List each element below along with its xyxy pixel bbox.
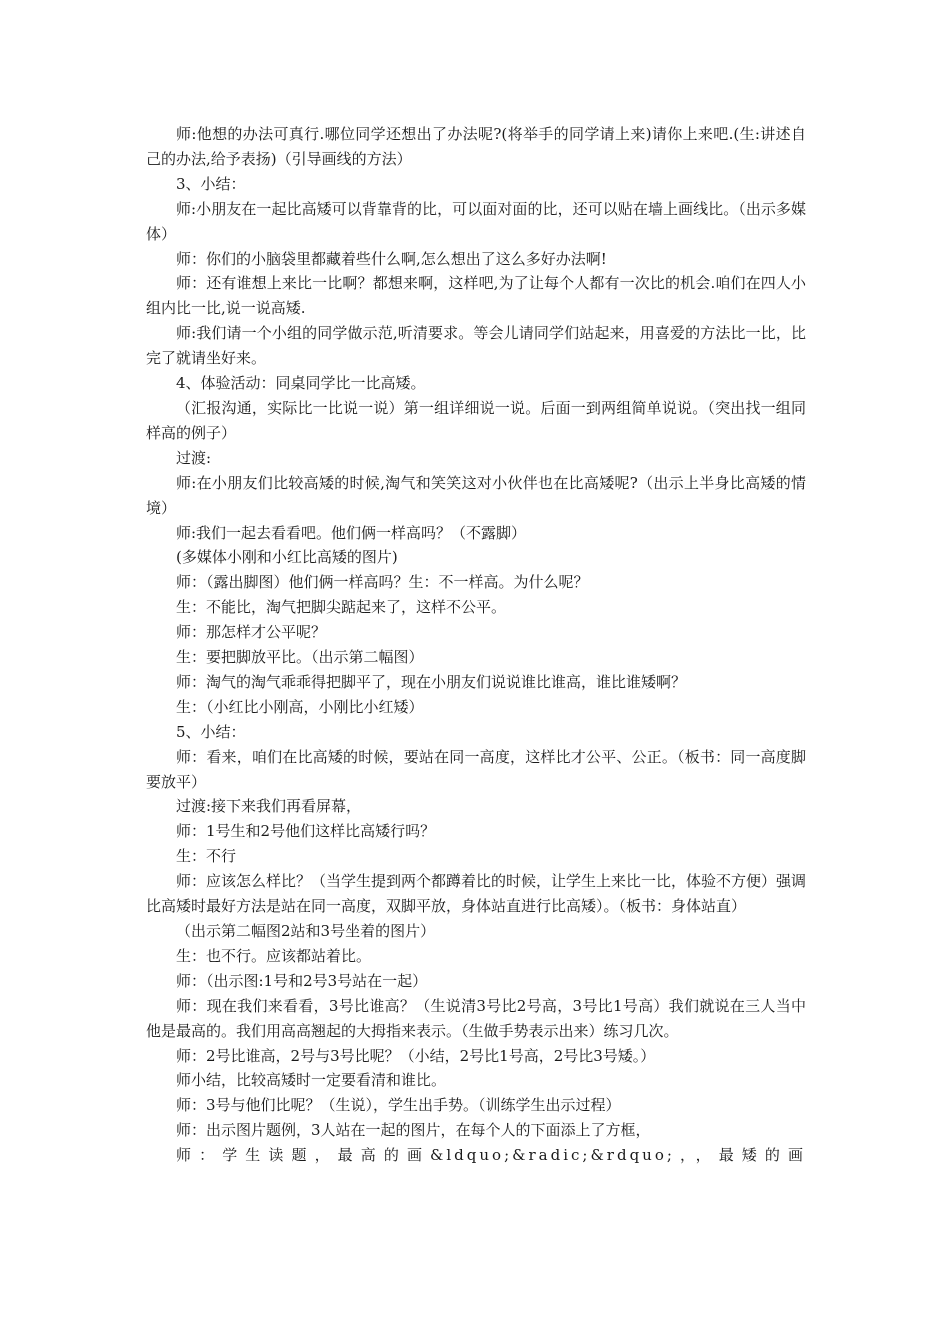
paragraph: 师:我们一起去看看吧。他们俩一样高吗？（不露脚） — [176, 523, 527, 542]
paragraph: (多媒体小刚和小红比高矮的图片) — [176, 548, 398, 567]
paragraph: 生：不行 — [176, 847, 237, 866]
paragraph: 师:我们请一个小组的同学做示范,听清要求。等会儿请同学们站起来，用喜爱的方法比一比，比完了就请坐好来。 — [146, 324, 806, 368]
paragraph: 师：那怎样才公平呢？ — [176, 623, 327, 642]
paragraph: 师：你们的小脑袋里都藏着些什么啊,怎么想出了这么多好办法啊! — [176, 249, 607, 268]
paragraph: 师:在小朋友们比较高矮的时候,淘气和笑笑这对小伙伴也在比高矮呢?（出示上半身比高矮的情境） — [146, 473, 806, 517]
paragraph: 师：（露出脚图）他们俩一样高吗？生：不一样高。为什么呢？ — [176, 573, 589, 592]
paragraph: （汇报沟通，实际比一比说一说）第一组详细说一说。后面一到两组简单说说。（突出找一组同样高的例子） — [146, 398, 806, 442]
paragraph: 师：看来，咱们在比高矮的时候，要站在同一高度，这样比才公平、公正。（板书：同一高度脚要放平） — [146, 747, 806, 791]
paragraph: 师:他想的办法可真行.哪位同学还想出了办法呢?(将举手的同学请上来)请你上来吧.(生:讲述自己的办法,给予表扬)（引导画线的方法） — [146, 125, 806, 168]
paragraph: 师：（出示图:1号和2号3号站在一起） — [176, 971, 428, 990]
paragraph: 过渡:接下来我们再看屏幕， — [176, 797, 362, 816]
paragraph: 师：应该怎么样比？（当学生提到两个都蹲着比的时候，让学生上来比一比，体验不方便）强调比高矮时最好方法是站在同一高度，双脚平放，身体站直进行比高矮）。（板书：身体站直） — [146, 872, 807, 916]
paragraph: 师：1号生和2号他们这样比高矮行吗？ — [176, 822, 436, 841]
paragraph: 师：出示图片题例，3人站在一起的图片，在每个人的下面添上了方框， — [176, 1121, 651, 1140]
paragraph: 过渡: — [176, 448, 212, 467]
paragraph: 5、小结： — [176, 722, 246, 741]
paragraph: 师:小朋友在一起比高矮可以背靠背的比，可以面对面的比，还可以贴在墙上画线比。（出示多媒体） — [146, 199, 806, 243]
paragraph: 师：3号与他们比呢？（生说），学生出手势。（训练学生出示过程） — [176, 1096, 621, 1115]
paragraph: 生：不能比，淘气把脚尖踮起来了，这样不公平。 — [176, 598, 507, 617]
paragraph: （出示第二幅图2站和3号坐着的图片） — [176, 922, 436, 940]
paragraph: 师：还有谁想上来比一比啊？都想来啊，这样吧,为了让每个人都有一次比的机会.咱们在四人小组内比一比,说一说高矮. — [146, 274, 806, 318]
paragraph: 师：现在我们来看看，3号比谁高？（生说清3号比2号高，3号比1号高）我们就说在三人当中他是最高的。我们用高高翘起的大拇指来表示。（生做手势表示出来）练习几次。 — [146, 996, 806, 1040]
paragraph: 生：（小红比小刚高，小刚比小红矮） — [176, 697, 424, 716]
paragraph: 师小结，比较高矮时一定要看清和谁比。 — [176, 1071, 447, 1090]
document-body — [146, 122, 806, 1168]
paragraph: 生：也不行。应该都站着比。 — [176, 946, 372, 965]
paragraph: 师：学生读题，最高的画&ldquo;&radic;&rdquo;，，最矮的画 — [176, 1146, 806, 1165]
paragraph: 4、体验活动：同桌同学比一比高矮。 — [176, 374, 426, 393]
paragraph: 师：2号比谁高，2号与3号比呢？（小结，2号比1号高，2号比3号矮。） — [176, 1046, 656, 1065]
paragraph: 3、小结： — [176, 174, 246, 193]
paragraph: 生：要把脚放平比。（出示第二幅图） — [176, 648, 424, 667]
paragraph: 师：淘气的淘气乖乖得把脚平了，现在小朋友们说说谁比谁高，谁比谁矮啊？ — [176, 672, 687, 691]
